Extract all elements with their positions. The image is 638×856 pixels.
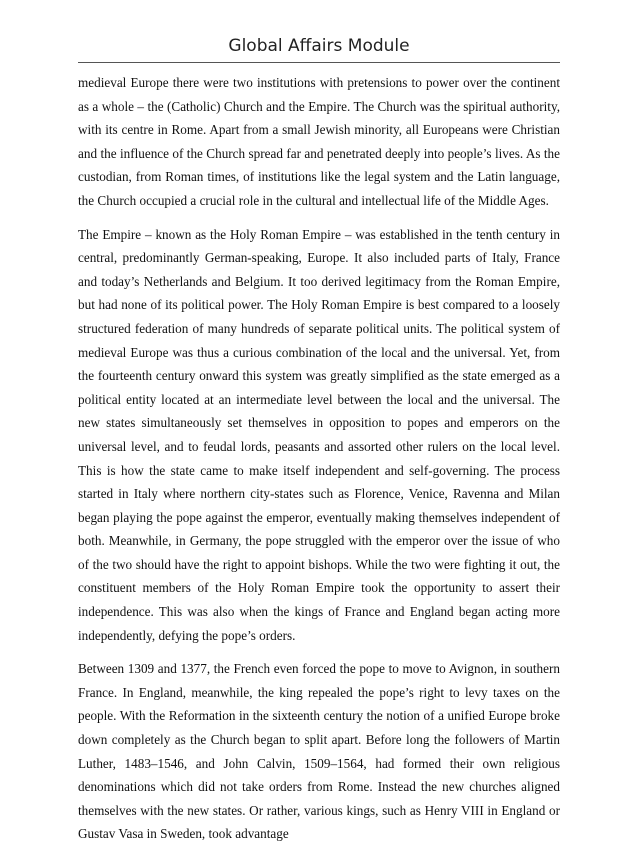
paragraph-2: The Empire – known as the Holy Roman Empire – was established in the tenth century in central, predominantly German-speaking, Europe. It also included parts of Italy, France and today’s Netherlands and Belgium. It too derived legitimacy from the Roman Empire, but had none of its political power. The Holy Roman Empire is best compared to a loosely structured federation of many hundreds of separate political units. The political system of medieval Europe was thus a curious combination of the local and the universal. Yet, from the fourteenth century onward this system was greatly simplified as the state emerged as a political entity located at an intermediate level between the local and the universal. The new states simultaneously set themselves in opposition to popes and emperors on the universal level, and to feudal lords, peasants and assorted other rulers on the local level. This is how the state came to make itself independent and self-governing. The process started in Italy where northern city-states such as Florence, Venice, Ravenna and Milan began playing the pope against the emperor, eventually making themselves independent of both. Meanwhile, in Germany, the pope struggled with the emperor over the issue of who of the two should have the right to appoint bishops. While the two were fighting it out, the constituent members of the Holy Roman Empire took the opportunity to assert their independence. This was also when the kings of France and England began acting more independently, defying the pope’s orders. bbox=[78, 226, 560, 643]
document-body bbox=[78, 71, 560, 856]
paragraph-1: medieval Europe there were two institutions with pretensions to power over the continent as a whole – the (Catholic) Church and the Empire. The Church was the spiritual authority, with its centre in Rome. Apart from a small Jewish minority, all Europeans were Christian and the influence of the Church spread far and penetrated deeply into people’s lives. As the custodian, from Roman times, of institutions like the legal system and the Latin language, the Church occupied a crucial role in the cultural and intellectual life of the Middle Ages. bbox=[78, 75, 560, 208]
page-header-title: Global Affairs Module bbox=[228, 36, 410, 56]
header-rule bbox=[78, 62, 560, 63]
paragraph-3: Between 1309 and 1377, the French even forced the pope to move to Avignon, in southern France. In England, meanwhile, the king repealed the pope’s right to levy taxes on the people. With the Reformation in the sixteenth century the notion of a unified Europe broke down completely as the Church began to split apart. Before long the followers of Martin Luther, 1483–1546, and John Calvin, 1509–1564, had formed their own religious denominations which did not take orders from Rome. Instead the new churches aligned themselves with the new states. Or rather, various kings, such as Henry VIII in England or Gustav Vasa in Sweden, took advantage bbox=[78, 661, 560, 842]
